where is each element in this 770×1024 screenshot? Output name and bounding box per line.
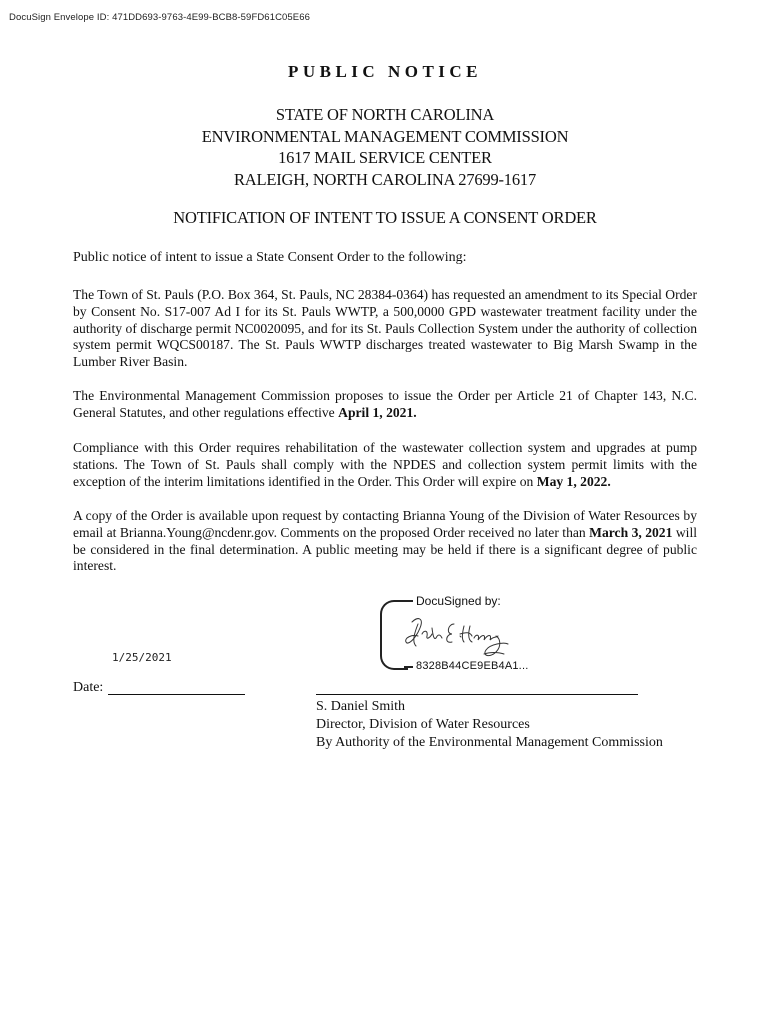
docusign-id: 8328B44CE9EB4A1... [416, 660, 529, 672]
date-underline [108, 694, 245, 695]
handwritten-signature [400, 612, 512, 660]
contact-text: A copy of the Order is available upon request by contacting Brianna Young of the Division of Water Resources by email at Brianna.Young@ncdenr.gov. Comments on the proposed Order received no later than [73, 508, 697, 540]
signer-authority: By Authority of the Environmental Management Commission [316, 735, 663, 750]
intro-paragraph: Public notice of intent to issue a State Consent Order to the following: [73, 250, 467, 265]
signer-title: Director, Division of Water Resources [316, 717, 530, 732]
address-line-2: ENVIRONMENTAL MANAGEMENT COMMISSION [201, 126, 569, 146]
date-label: Date: [73, 680, 104, 695]
compliance-paragraph [73, 440, 697, 490]
contact-paragraph [73, 508, 697, 575]
address-line-3: 1617 MAIL SERVICE CENTER [278, 148, 492, 167]
notification-title: NOTIFICATION OF INTENT TO ISSUE A CONSENT ORDER [173, 208, 597, 227]
docusign-signature-block [380, 596, 530, 674]
signer-block [316, 698, 663, 752]
bracket-top-line [404, 600, 413, 602]
docusigned-by-label: DocuSigned by: [416, 594, 501, 608]
effective-paragraph [73, 388, 697, 422]
signed-date: 1/25/2021 [112, 651, 172, 664]
effective-text: The Environmental Management Commission proposes to issue the Order per Article 21 of Chapter 143, N.C. General Statutes, and other regulations effective [73, 388, 697, 420]
bracket-bottom-line [404, 666, 413, 668]
address-line-1: STATE OF NORTH CAROLINA [275, 105, 495, 124]
signer-name: S. Daniel Smith [316, 699, 406, 714]
envelope-id: DocuSign Envelope ID: 471DD693-9763-4E99-BCB8-59FD61C05E66 [9, 12, 311, 23]
contact-text-after: will be considered in the final determination. A public meeting may be held if there is a significant degree of public interest. [73, 524, 697, 574]
compliance-text: Compliance with this Order requires rehabilitation of the wastewater collection system and upgrades at pump stations. The Town of St. Pauls shall comply with the NPDES and collection system permit limits with the exception of the interim limitations identified in the Order. This Order will expire on [73, 440, 697, 489]
expiration-date: May 1, 2022. [536, 473, 611, 489]
agency-address [0, 104, 770, 190]
address-line-4: RALEIGH, NORTH CAROLINA 27699-1617 [233, 169, 537, 189]
signature-line [316, 694, 638, 695]
effective-date: April 1, 2021. [338, 404, 417, 420]
request-paragraph: The Town of St. Pauls (P.O. Box 364, St. Pauls, NC 28384-0364) has requested an amendment to its Special Order by Consent No. S17-007 Ad I for its St. Pauls WWTP, a 500,0000 GPD wastewater treatment facility under the authority of discharge permit NC0020095, and for its St. Pauls Collection System under the authority of collection system permit WQCS00187. The St. Pauls WWTP discharges treated wastewater to Big Marsh Swamp in the Lumber River Basin. [73, 287, 697, 370]
page-title: PUBLIC NOTICE [287, 62, 483, 81]
comment-deadline: March 3, 2021 [589, 524, 673, 540]
